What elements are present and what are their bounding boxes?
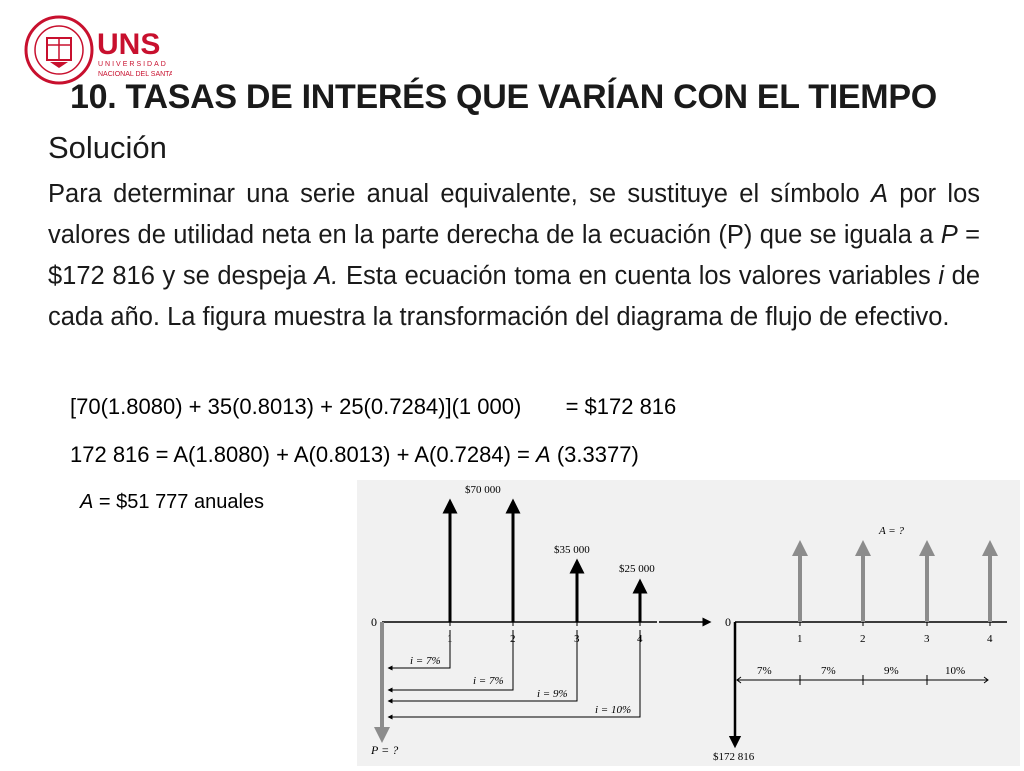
answer-value: = $51 777 anuales bbox=[93, 491, 265, 513]
left-cashflow-label-3: $35 000 bbox=[554, 544, 590, 556]
right-rate-3: 9% bbox=[884, 665, 899, 677]
left-period-3: 3 bbox=[574, 633, 580, 645]
equation-2 bbox=[70, 442, 639, 468]
right-rate-1: 7% bbox=[757, 665, 772, 677]
paragraph-run: Para determinar una serie anual equivalente, se sustituye el símbolo bbox=[48, 180, 871, 208]
answer-line bbox=[80, 491, 264, 514]
cash-flow-figure bbox=[357, 480, 1020, 766]
uns-logo bbox=[22, 14, 172, 86]
cash-flow-svg bbox=[357, 480, 1020, 766]
left-p-label: P = ? bbox=[371, 743, 399, 757]
paragraph-italic-run: P bbox=[940, 221, 958, 249]
right-period-3: 3 bbox=[924, 633, 930, 645]
paragraph-run: Esta ecuación toma en cuenta los valores variables bbox=[338, 262, 939, 290]
answer-var: A bbox=[80, 491, 94, 513]
right-a-label: A = ? bbox=[879, 525, 904, 537]
slide-title: 10. TASAS DE INTERÉS QUE VARÍAN CON EL TIEMPO bbox=[70, 78, 937, 116]
paragraph-run: por los valores de utilidad neta en la parte derecha de la ecuación (P) que se iguala a bbox=[48, 180, 980, 249]
slide-subtitle: Solución bbox=[48, 130, 167, 165]
right-diagram bbox=[713, 525, 1007, 763]
equation-2-var: A bbox=[536, 442, 551, 467]
left-period-1: 1 bbox=[447, 633, 453, 645]
paragraph-run: de cada año. La figura muestra la transformación del diagrama de flujo de efectivo. bbox=[48, 262, 980, 331]
solution-paragraph bbox=[48, 174, 980, 338]
logo-subline-2: NACIONAL DEL SANTA bbox=[98, 71, 172, 78]
paragraph-italic-run: A bbox=[870, 180, 888, 208]
left-period-2: 2 bbox=[510, 633, 516, 645]
left-rate-1: i = 7% bbox=[410, 655, 441, 667]
paragraph-italic-run: i bbox=[938, 262, 945, 290]
left-zero-label: 0 bbox=[371, 615, 377, 629]
equation-1-right: = $172 816 bbox=[565, 394, 677, 419]
left-rate-3: i = 9% bbox=[537, 688, 568, 700]
left-cashflow-label-12: $70 000 bbox=[465, 484, 501, 496]
equation-2-suffix: (3.3377) bbox=[550, 442, 639, 467]
right-period-1: 1 bbox=[797, 633, 803, 645]
left-rate-4: i = 10% bbox=[595, 704, 632, 716]
left-cashflow-label-4: $25 000 bbox=[619, 563, 655, 575]
right-zero-label: 0 bbox=[725, 615, 731, 629]
right-p-value: $172 816 bbox=[713, 751, 755, 763]
right-period-4: 4 bbox=[987, 633, 993, 645]
paragraph-italic-run: A. bbox=[314, 262, 339, 290]
left-diagram bbox=[370, 484, 657, 757]
equation-1 bbox=[70, 394, 676, 420]
logo-name: UNS bbox=[97, 28, 161, 61]
logo-subline-1: UNIVERSIDAD bbox=[98, 61, 168, 68]
right-period-2: 2 bbox=[860, 633, 866, 645]
right-rate-2: 7% bbox=[821, 665, 836, 677]
equation-1-left: [70(1.8080) + 35(0.8013) + 25(0.7284)](1 000) bbox=[70, 394, 522, 419]
equation-2-prefix: 172 816 = A(1.8080) + A(0.8013) + A(0.7284) = bbox=[70, 442, 537, 467]
right-rate-4: 10% bbox=[945, 665, 966, 677]
left-rate-2: i = 7% bbox=[473, 675, 504, 687]
left-period-4: 4 bbox=[637, 633, 643, 645]
paragraph-run: = $172 816 y se despeja bbox=[48, 221, 981, 290]
